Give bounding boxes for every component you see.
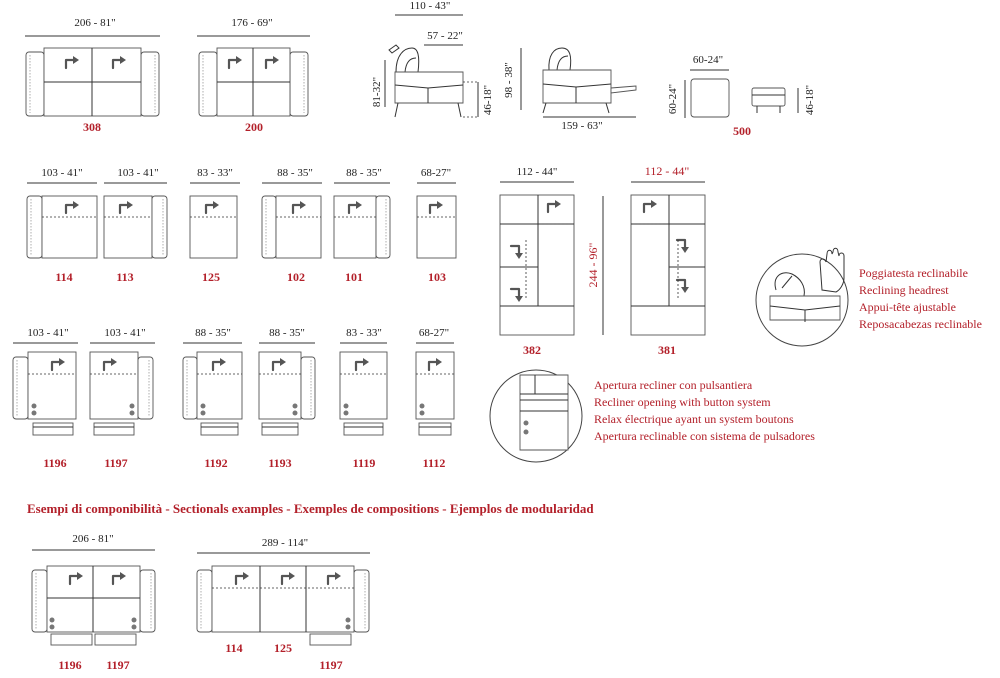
headrest-legend-fr: Appui-tête ajustable (859, 300, 956, 314)
example1-code-1: 1196 (58, 658, 82, 672)
sectional-example-2 (197, 537, 370, 672)
module-200 (197, 17, 310, 134)
reclined-height-dimension: 98 - 38" (503, 62, 515, 98)
module-114 (27, 167, 97, 284)
code-1192: 1192 (204, 456, 228, 470)
side-view-reclined (503, 48, 636, 132)
width-1193: 88 - 35" (269, 327, 305, 339)
recliner-legend-fr: Relax électrique ayant un system boutons (594, 412, 794, 426)
module-1192 (183, 327, 242, 470)
code-114: 114 (55, 270, 73, 284)
width-101: 88 - 35" (346, 167, 382, 179)
corner-length-dimension: 244 - 96" (586, 242, 600, 288)
module-113 (104, 167, 167, 284)
code-102: 102 (287, 270, 305, 284)
code-1193: 1193 (268, 456, 292, 470)
code-1119: 1119 (352, 456, 376, 470)
width-1119: 83 - 33" (346, 327, 382, 339)
recliner-legend (594, 378, 815, 443)
width-1192: 88 - 35" (195, 327, 231, 339)
width-125: 83 - 33" (197, 167, 233, 179)
module-1193 (259, 327, 315, 470)
sectional-example-1 (32, 533, 155, 672)
width-102: 88 - 35" (277, 167, 313, 179)
code-381: 381 (658, 343, 676, 357)
width-103: 68-27" (420, 167, 452, 179)
code-101: 101 (345, 270, 363, 284)
width-500: 60-24" (692, 54, 724, 66)
headrest-legend (859, 266, 982, 331)
recliner-legend-es: Apertura reclinable con sistema de pulsadores (594, 429, 815, 443)
headrest-legend-en: Reclining headrest (859, 283, 949, 297)
code-382: 382 (523, 343, 541, 357)
module-1112 (416, 327, 454, 470)
code-103: 103 (428, 270, 446, 284)
example2-code-3: 1197 (319, 658, 343, 672)
module-382 (500, 166, 574, 357)
width-113: 103 - 41" (117, 167, 159, 179)
code-125: 125 (202, 270, 220, 284)
recliner-legend-it: Apertura recliner con pulsantiera (594, 378, 753, 392)
width-1112: 68-27" (418, 327, 450, 339)
code-1196: 1196 (43, 456, 67, 470)
width-1197: 103 - 41" (104, 327, 146, 339)
width-1196: 103 - 41" (27, 327, 69, 339)
module-125 (190, 167, 240, 284)
width-382: 112 - 44" (516, 166, 558, 178)
module-103 (417, 167, 456, 284)
module-308 (25, 17, 160, 134)
side-view-standard (371, 0, 494, 117)
code-308: 308 (83, 120, 101, 134)
extended-length-dimension: 159 - 63" (561, 120, 603, 132)
example2-code-1: 114 (225, 641, 243, 655)
sectionals-heading: Esempi di componibilità - Sectionals examples - Exemples de compositions - Ejemplos de modularidad (27, 501, 594, 516)
recliner-detail (490, 370, 582, 462)
width-114: 103 - 41" (41, 167, 83, 179)
example2-width: 289 - 114" (261, 537, 309, 549)
code-113: 113 (116, 270, 134, 284)
headrest-legend-it: Poggiatesta reclinabile (859, 266, 968, 280)
depth-dimension: 110 - 43" (409, 0, 451, 12)
module-1119 (340, 327, 387, 470)
width-308: 206 - 81" (74, 17, 116, 29)
height-500: 46-18" (804, 84, 816, 116)
seat-depth-dimension: 57 - 22" (427, 30, 463, 42)
module-381 (631, 164, 705, 357)
module-1196 (13, 327, 78, 470)
module-102 (262, 167, 322, 284)
height-dimension: 81-32" (371, 76, 383, 108)
code-200: 200 (245, 120, 263, 134)
module-101 (334, 167, 390, 284)
recliner-legend-en: Recliner opening with button system (594, 395, 771, 409)
code-1197: 1197 (104, 456, 128, 470)
code-1112: 1112 (422, 456, 446, 470)
corner-length (586, 196, 603, 335)
example1-width: 206 - 81" (72, 533, 114, 545)
example1-code-2: 1197 (106, 658, 130, 672)
seat-height-dimension: 46-18" (482, 84, 494, 116)
headrest-detail (756, 248, 848, 346)
depth-500: 60-24" (667, 83, 679, 115)
module-1197 (90, 327, 155, 470)
width-200: 176 - 69" (231, 17, 273, 29)
headrest-legend-es: Reposacabezas reclinable (859, 317, 982, 331)
example2-code-2: 125 (274, 641, 292, 655)
module-500 (667, 54, 816, 138)
width-381: 112 - 44" (644, 164, 690, 178)
code-500: 500 (733, 124, 751, 138)
